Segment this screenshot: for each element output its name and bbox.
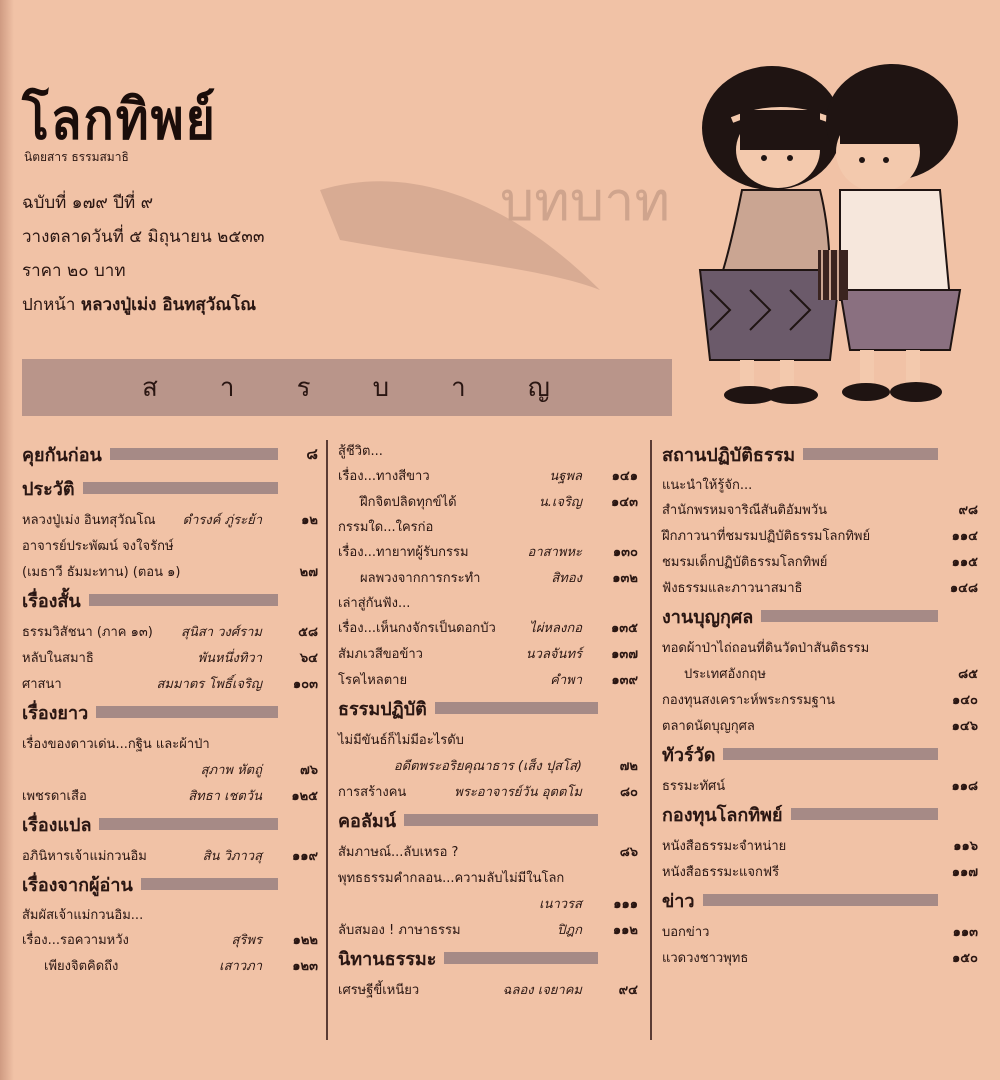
toc-entry[interactable] (662, 946, 978, 972)
entry-title: อาจารย์ประพัฒน์ จงใจรักษ์ (22, 539, 174, 554)
entry-author: ดำรงค์ ภู่ระย้า (182, 513, 262, 528)
section-heading (662, 440, 978, 468)
section-heading (22, 586, 318, 614)
entry-page: ๑๑๖ (953, 839, 978, 854)
entry-page: ๑๓๗ (611, 647, 638, 662)
entry-title: สัมภเวสีขอข้าว (338, 647, 423, 662)
section-heading (22, 474, 318, 502)
entry-author: พันหนึ่งทิวา (197, 651, 262, 666)
issue-info (22, 186, 264, 322)
entry-page: ๒๗ (299, 565, 318, 580)
entry-page: ๑๒๒ (292, 933, 318, 948)
toc-title-letter: ญ (527, 373, 552, 403)
toc-column-2 (338, 440, 638, 1004)
section-bar (791, 808, 938, 820)
section-title: คอลัมน์ (338, 810, 397, 832)
section-title: ข่าว (662, 890, 695, 912)
entry-page: ๑๔๐ (951, 693, 978, 708)
toc-entry[interactable] (662, 688, 978, 714)
toc-subheading: เล่าสู่กันฟัง... (338, 596, 411, 611)
magazine-subtitle: นิตยสาร ธรรมสมาธิ (24, 150, 129, 164)
entry-author: ฉลอง เจยาคม (502, 983, 582, 998)
entry-title: แวดวงชาวพุทธ (662, 951, 749, 966)
toc-entry[interactable] (22, 928, 318, 954)
section-bar (99, 818, 278, 830)
price: ราคา ๒๐ บาท (22, 261, 126, 281)
toc-entry[interactable] (338, 866, 638, 892)
entry-title: ประเทศอังกฤษ (684, 667, 766, 682)
entry-title: เศรษฐีขี้เหนียว (338, 983, 420, 998)
entry-page: ๕๘ (298, 625, 318, 640)
section-heading (662, 886, 978, 914)
entry-author: สิทอง (551, 571, 582, 586)
entry-page: ๑๑๔ (951, 529, 978, 544)
entry-page: ๘๕ (958, 667, 978, 682)
toc-entry[interactable] (338, 490, 638, 516)
entry-title: ฝึกภาวนาที่ชมรมปฏิบัติธรรมโลกทิพย์ (662, 529, 871, 544)
section-title: นิทานธรรมะ (338, 948, 437, 970)
entry-page: ๑๒๕ (291, 789, 318, 804)
book-spine-edge (0, 0, 14, 1080)
section-heading (338, 944, 638, 972)
entry-author: ไผ่หลงกอ (529, 621, 582, 636)
section-heading (22, 698, 318, 726)
toc-entry[interactable] (22, 758, 318, 784)
toc-entry[interactable] (662, 774, 978, 800)
entry-title: เพชรดาเสือ (22, 789, 87, 804)
entry-author: นฐพล (549, 469, 582, 484)
magazine-logo: โลกทิพย์ (22, 86, 217, 152)
entry-page: ๑๒ (301, 513, 318, 528)
entry-page: ๑๑๑ (613, 897, 638, 912)
entry-title: เรื่อง...ทางสีขาว (338, 469, 430, 484)
entry-title: ไม่มีขันธ์ก็ไม่มีอะไรดับ (338, 733, 464, 748)
entry-title: ธรรมะทัศน์ (662, 779, 726, 794)
entry-author: สุนิสา วงศ์ราม (181, 625, 262, 640)
entry-author: อดีตพระอริยคุณาธาร (เส็ง ปุสโส) (393, 759, 582, 774)
section-title: เรื่องแปล (22, 814, 92, 836)
release-date: วางตลาดวันที่ ๕ มิถุนายน ๒๕๓๓ (22, 227, 265, 247)
entry-page: ๑๑๗ (951, 865, 978, 880)
toc-entry[interactable] (338, 642, 638, 668)
entry-title: (เมธาวี ธัมมะทาน) (ตอน ๑) (22, 565, 181, 580)
entry-title: อภินิหารเจ้าแม่กวนอิม (22, 849, 147, 864)
section-bar (723, 748, 938, 760)
entry-author: เสาวภา (219, 959, 262, 974)
entry-page: ๑๑๓ (952, 925, 978, 940)
entry-author: น.เจริญ (538, 495, 582, 510)
entry-title: เรื่อง...ทายาทผู้รับกรรม (338, 545, 469, 560)
section-bar (404, 814, 598, 826)
toc-title-letter: ส (142, 373, 160, 403)
entry-title: เพียงจิตคิดถึง (44, 959, 119, 974)
entry-author: อาสาพหะ (527, 545, 582, 560)
section-title: ธรรมปฏิบัติ (338, 698, 427, 720)
toc-entry[interactable] (22, 534, 318, 560)
toc-entry[interactable] (22, 620, 318, 646)
toc-entry[interactable] (338, 780, 638, 806)
entry-title: ศาสนา (22, 677, 62, 692)
toc-subheading: สู้ชีวิต... (338, 444, 383, 459)
section-bar (110, 448, 278, 460)
entry-page: ๙๔ (618, 983, 638, 998)
toc-entry[interactable] (662, 662, 978, 688)
entry-title: ผลพวงจากการกระทำ (360, 571, 481, 586)
entry-title: ทอดผ้าป่าไถ่ถอนที่ดินวัดป่าสันติธรรม (662, 641, 870, 656)
toc-column-1 (22, 440, 318, 980)
toc-title-letter: บ (372, 373, 392, 403)
entry-page: ๑๓๒ (612, 571, 638, 586)
toc-entry[interactable] (662, 550, 978, 576)
toc-entry[interactable] (662, 860, 978, 886)
toc-title-letter: ร (296, 373, 313, 403)
entry-page: ๑๓๐ (612, 545, 638, 560)
toc-entry[interactable] (662, 524, 978, 550)
entry-page: ๑๒๓ (292, 959, 318, 974)
entry-title: หนังสือธรรมะแจกฟรี (662, 865, 780, 880)
cover-credit (22, 288, 264, 322)
section-bar (96, 706, 278, 718)
entry-title: ตลาดนัดบุญกุศล (662, 719, 755, 734)
toc-entry[interactable] (338, 754, 638, 780)
section-bar (444, 952, 598, 964)
entry-title: ฟังธรรมและภาวนาสมาธิ (662, 581, 803, 596)
column-divider (650, 440, 652, 1040)
entry-author: นวลจันทร์ (525, 647, 582, 662)
toc-subheading: กรรมใด...ใครก่อ (338, 520, 434, 535)
section-title: เรื่องจากผู้อ่าน (22, 874, 133, 896)
entry-author: ปิฎก (557, 923, 582, 938)
masthead (22, 88, 217, 167)
entry-title: การสร้างคน (338, 785, 407, 800)
entry-author: เนาวรส (539, 897, 582, 912)
entry-author: พระอาจารย์วัน อุตตโม (454, 785, 582, 800)
toc-entry[interactable] (662, 714, 978, 740)
section-heading (22, 440, 318, 468)
toc-entry[interactable] (662, 920, 978, 946)
section-title: ประวัติ (22, 478, 75, 500)
section-title: ทัวร์วัด (662, 744, 716, 766)
entry-title: ลับสมอง ! ภาษาธรรม (338, 923, 461, 938)
toc-entry[interactable] (662, 498, 978, 524)
section-page: ๘ (306, 445, 318, 463)
toc-entry[interactable] (22, 784, 318, 810)
toc-entry[interactable] (338, 616, 638, 642)
section-heading (662, 602, 978, 630)
toc-title-letter: า (219, 373, 237, 403)
section-bar (83, 482, 278, 494)
entry-title: เรื่อง...เห็นกงจักรเป็นดอกบัว (338, 621, 496, 636)
entry-author: คำพา (550, 673, 582, 688)
toc-subheading: สัมผัสเจ้าแม่กวนอิม... (22, 908, 144, 923)
section-title: งานบุญกุศล (662, 606, 754, 628)
cover-name: หลวงปู่เม่ง อินทสุวัณโณ (80, 295, 257, 315)
section-heading (22, 810, 318, 838)
entry-title: ฝึกจิตปลิดทุกข์ได้ (360, 495, 457, 510)
entry-page: ๑๔๑ (611, 469, 638, 484)
entry-title: หลวงปู่เม่ง อินทสุวัณโณ (22, 513, 156, 528)
entry-title: เรื่อง...รอความหวัง (22, 933, 129, 948)
section-heading (662, 800, 978, 828)
section-heading (338, 694, 638, 722)
entry-page: ๑๓๕ (611, 621, 638, 636)
section-bar (141, 878, 278, 890)
entry-title: บอกข่าว (662, 925, 710, 940)
toc-entry[interactable] (338, 728, 638, 754)
toc-column-3 (662, 440, 978, 972)
toc-entry[interactable] (338, 918, 638, 944)
entry-page: ๖๔ (299, 651, 318, 666)
toc-subheading: แนะนำให้รู้จัก... (662, 478, 753, 493)
entry-page: ๑๕๐ (951, 951, 978, 966)
entry-page: ๑๓๙ (611, 673, 638, 688)
section-bar (703, 894, 938, 906)
section-bar (435, 702, 598, 714)
toc-entry[interactable] (662, 576, 978, 602)
children-illustration (680, 50, 980, 430)
section-bar (803, 448, 938, 460)
entry-page: ๑๔๖ (951, 719, 978, 734)
section-bar (89, 594, 278, 606)
entry-author: สิน วิภาวสุ (202, 849, 262, 864)
entry-title: ชมรมเด็กปฏิบัติธรรมโลกทิพย์ (662, 555, 828, 570)
toc-entry[interactable] (338, 668, 638, 694)
entry-title: โรคไหลตาย (338, 673, 408, 688)
entry-title: พุทธธรรมคำกลอน...ความลับไม่มีในโลก (338, 871, 565, 886)
toc-entry[interactable] (22, 508, 318, 534)
section-heading (338, 806, 638, 834)
section-title: เรื่องสั้น (22, 590, 81, 612)
toc-entry[interactable] (338, 566, 638, 592)
entry-page: ๗๒ (619, 759, 638, 774)
section-title: สถานปฏิบัติธรรม (662, 444, 796, 466)
entry-author: สุริพร (231, 933, 262, 948)
toc-entry[interactable] (22, 560, 318, 586)
entry-title: เรื่องของดาวเด่น...กฐิน และผ้าป่า (22, 737, 210, 752)
entry-title: หลับในสมาธิ (22, 651, 94, 666)
entry-page: ๑๔๘ (949, 581, 978, 596)
entry-page: ๑๑๘ (951, 779, 978, 794)
entry-author: สุภาพ หัตถู่ (200, 763, 262, 778)
toc-banner (22, 359, 672, 416)
toc-entry[interactable] (22, 844, 318, 870)
section-title: คุยกันก่อน (22, 444, 102, 466)
toc-entry[interactable] (662, 834, 978, 860)
section-heading (662, 740, 978, 768)
entry-title: ธรรมวิสัชนา (ภาค ๑๓) (22, 625, 153, 640)
column-divider (326, 440, 328, 1040)
toc-entry[interactable] (338, 464, 638, 490)
entry-page: ๗๖ (299, 763, 318, 778)
entry-page: ๘๖ (619, 845, 638, 860)
section-heading (22, 870, 318, 898)
entry-title: หนังสือธรรมะจำหน่าย (662, 839, 787, 854)
issue-number: ฉบับที่ ๑๗๙ ปีที่ ๙ (22, 193, 154, 213)
section-title: เรื่องยาว (22, 702, 89, 724)
cover-label: ปกหน้า (22, 295, 76, 315)
entry-author: สมมาตร โพธิ์เจริญ (156, 677, 262, 692)
toc-entry[interactable] (338, 540, 638, 566)
entry-page: ๑๑๕ (951, 555, 978, 570)
entry-page: ๑๐๓ (292, 677, 318, 692)
toc-entry[interactable] (22, 672, 318, 698)
toc-entry[interactable] (22, 732, 318, 758)
section-bar (761, 610, 938, 622)
entry-title: สำนักพรหมจาริณีสันติอัมพวัน (662, 503, 828, 518)
entry-page: ๙๘ (958, 503, 978, 518)
toc-entry[interactable] (22, 646, 318, 672)
toc-entry[interactable] (338, 892, 638, 918)
toc-entry[interactable] (338, 840, 638, 866)
toc-title-letter: า (451, 373, 468, 403)
entry-page: ๑๑๙ (291, 849, 318, 864)
section-title: กองทุนโลกทิพย์ (662, 804, 783, 826)
toc-entry[interactable] (662, 636, 978, 662)
entry-page: ๑๔๓ (611, 495, 638, 510)
entry-author: สิทธา เชตวัน (188, 789, 262, 804)
watermark-text: บทบาท (500, 170, 671, 233)
entry-title: สัมภาษณ์...ลับเหรอ ? (338, 845, 459, 860)
entry-title: กองทุนสงเคราะห์พระกรรมฐาน (662, 693, 836, 708)
entry-page: ๑๑๒ (612, 923, 638, 938)
toc-entry[interactable] (338, 978, 638, 1004)
entry-page: ๘๐ (620, 785, 638, 800)
toc-entry[interactable] (22, 954, 318, 980)
